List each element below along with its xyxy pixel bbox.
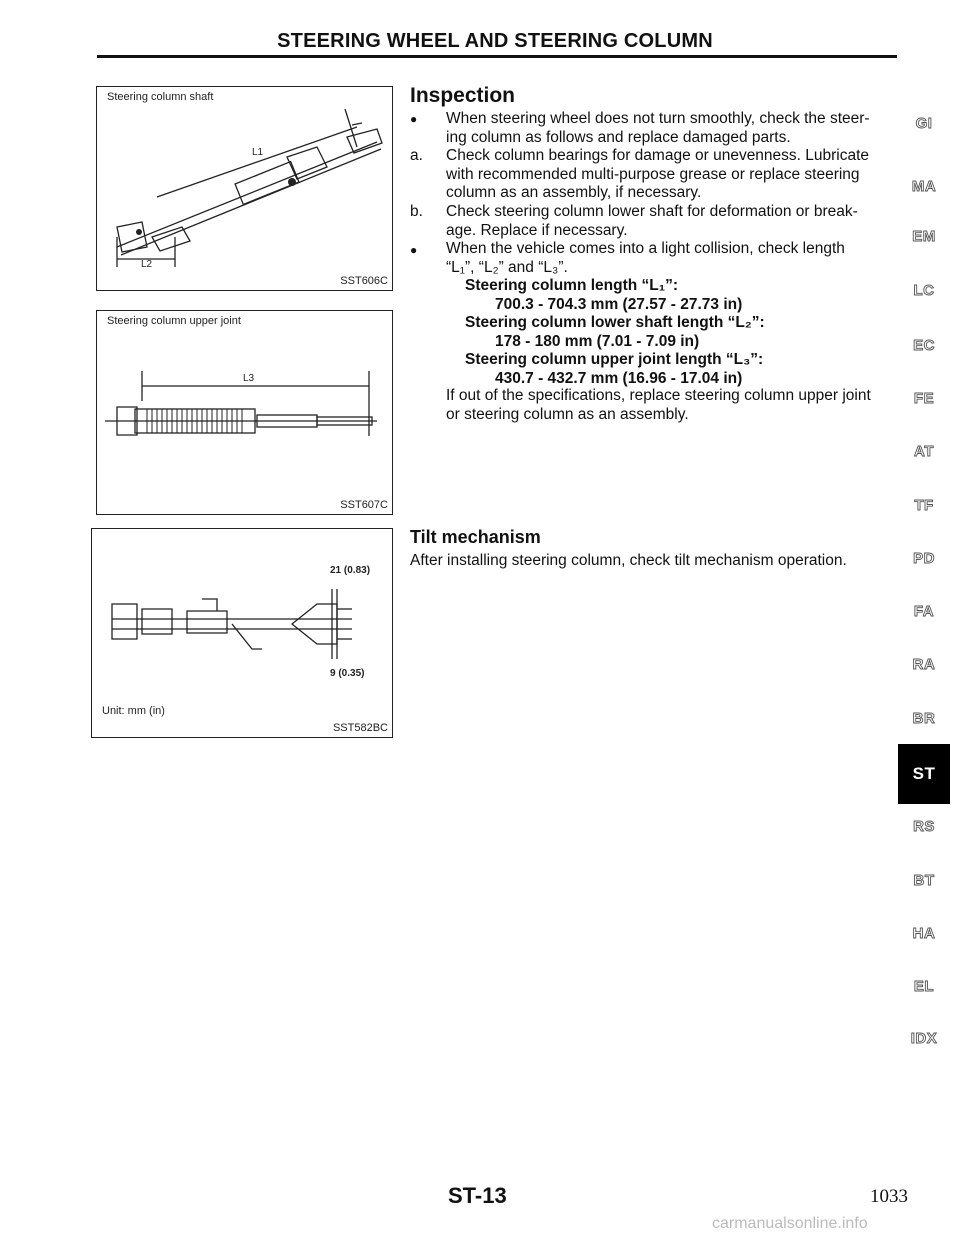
dimension-top: 21 (0.83) [330,565,371,576]
bullet-marker: ● [410,112,418,126]
text-line: Check column bearings for damage or unevenness. Lubricate [446,147,870,164]
tab-ec[interactable]: EC [913,337,935,354]
tab-ma[interactable]: MA [911,178,937,195]
text-line: age. Replace if necessary. [446,221,628,239]
text-line: When steering wheel does not turn smoothly, check the steer- [446,110,870,127]
text-line: When the vehicle comes into a light collision, check length [446,240,845,257]
text-line: or steering column as an assembly. [446,405,689,423]
spec-value: 178 - 180 mm (7.01 - 7.09 in) [495,332,700,350]
text-line: Check steering column lower shaft for deformation or break- [446,203,858,220]
inspection-bullet-2 [446,240,845,277]
header-rule [97,55,897,58]
tab-st[interactable]: ST [898,744,950,804]
tab-bt[interactable]: BT [913,872,935,889]
figure-caption: Steering column upper joint [107,315,241,327]
figure-steering-column-shaft [96,86,393,291]
tab-gi[interactable]: GI [915,115,933,132]
text-line: “L₁”, “L₂” and “L₃”. [446,258,568,276]
inspection-item-b [446,203,858,240]
tab-el[interactable]: EL [913,978,935,995]
spec-value: 430.7 - 432.7 mm (16.96 - 17.04 in) [495,369,743,387]
figure-tilt-mechanism [91,528,393,738]
label-l2: L2 [141,259,153,270]
spec-label: Steering column upper joint length “L₃”: [465,351,764,368]
tab-rs[interactable]: RS [913,818,935,835]
section-title-tilt: Tilt mechanism [410,527,541,547]
spec-list [465,277,765,388]
inspection-bullet-1 [446,110,870,147]
spec-label: Steering column lower shaft length “L₂”: [465,314,765,331]
tab-idx[interactable]: IDX [910,1030,938,1047]
inspection-item-a [446,147,869,203]
unit-label: Unit: mm (in) [102,705,165,717]
watermark: carmanualsonline.info [712,1215,868,1232]
figure-caption: Steering column shaft [107,91,214,103]
spec-label: Steering column length “L₁”: [465,277,679,294]
tab-fa[interactable]: FA [913,603,935,620]
text-line: If out of the specifications, replace steering column upper joint [446,387,871,404]
label-l3: L3 [243,373,255,384]
bullet-marker: ● [410,243,418,257]
figure-code: SST606C [340,275,388,287]
inspection-closing [446,387,871,424]
page-number: ST-13 [448,1183,507,1208]
tab-br[interactable]: BR [912,710,936,727]
item-marker-b: b. [410,203,423,220]
tab-tf[interactable]: TF [914,497,934,514]
figure-code: SST607C [340,499,388,511]
text-line: with recommended multi-purpose grease or replace steering [446,165,860,183]
tab-ra[interactable]: RA [912,656,936,673]
page-title: STEERING WHEEL AND STEERING COLUMN [277,30,713,52]
spec-value: 700.3 - 704.3 mm (27.57 - 27.73 in) [495,295,743,313]
document-number: 1033 [870,1186,908,1207]
item-marker-a: a. [410,147,423,164]
label-l1: L1 [252,147,264,158]
section-title-inspection: Inspection [410,84,516,107]
figure-steering-column-upper-joint [96,310,393,515]
figure-code: SST582BC [332,722,388,734]
tab-fe[interactable]: FE [913,390,935,407]
tab-at[interactable]: AT [914,443,934,460]
dimension-bottom: 9 (0.35) [330,668,365,679]
tab-ha[interactable]: HA [912,925,936,942]
tilt-text: After installing steering column, check tilt mechanism operation. [410,552,847,569]
upper-joint-illustration [97,311,392,514]
tab-lc[interactable]: LC [913,282,935,299]
tab-em[interactable]: EM [912,228,936,245]
text-line: ing column as follows and replace damaged parts. [446,128,791,146]
tab-pd[interactable]: PD [913,550,935,567]
text-line: column as an assembly, if necessary. [446,184,702,201]
